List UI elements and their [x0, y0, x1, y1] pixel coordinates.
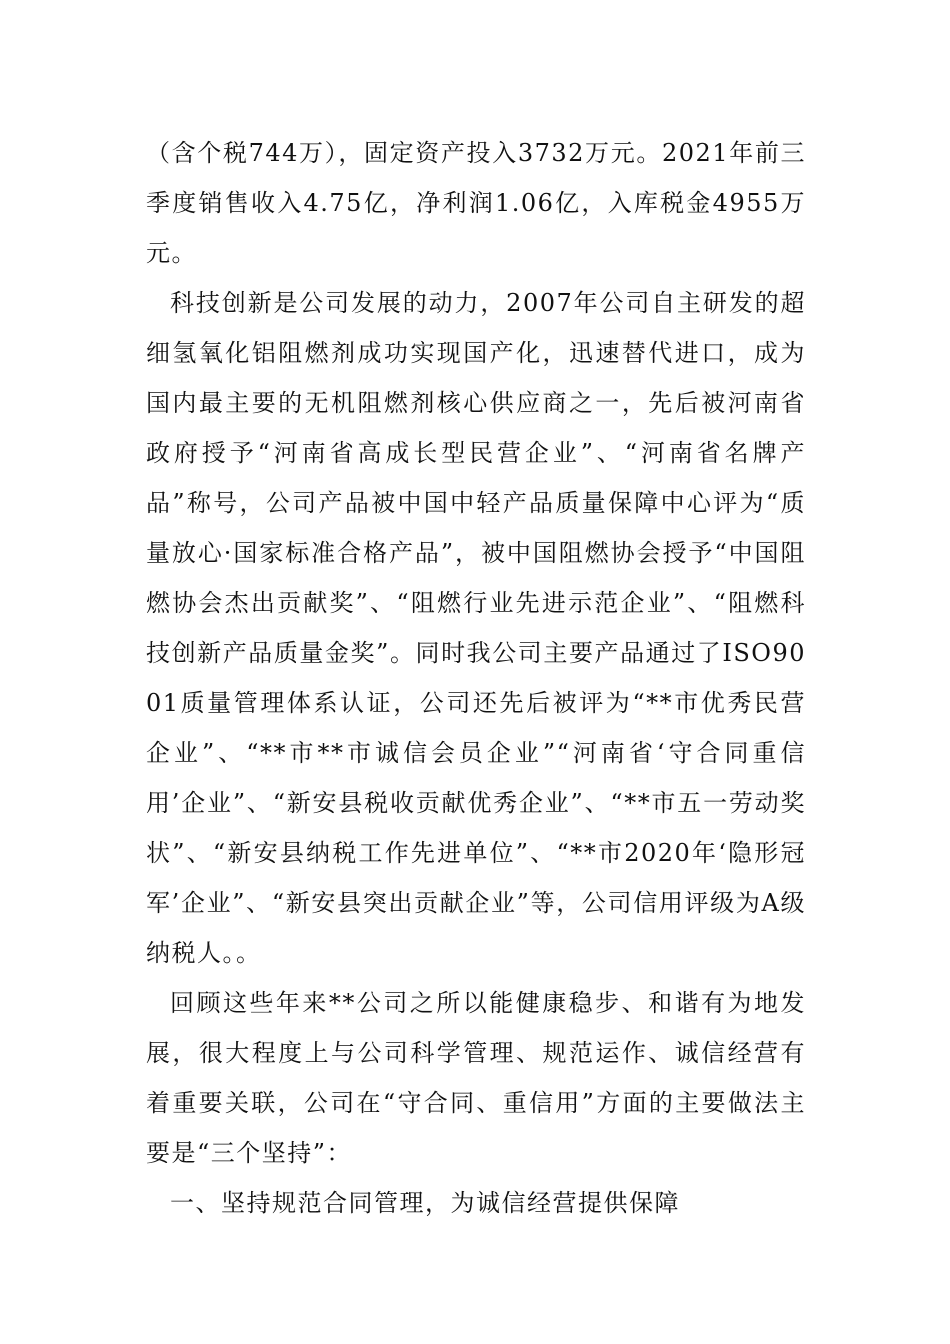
section-heading-1: 一、坚持规范合同管理，为诚信经营提供保障	[170, 1189, 680, 1217]
paragraph-financials: （含个税744万），固定资产投入3732万元。2021年前三季度销售收入4.75亿，净利润1.06亿，入库税金4955万元。	[146, 139, 806, 267]
paragraph-review: 回顾这些年来**公司之所以能健康稳步、和谐有为地发展，很大程度上与公司科学管理、规范运作、诚信经营有着重要关联，公司在“守合同、重信用”方面的主要做法主要是“三个坚持”：	[146, 989, 806, 1167]
paragraph-innovation: 科技创新是公司发展的动力，2007年公司自主研发的超细氢氧化铝阻燃剂成功实现国产化，迅速替代进口，成为国内最主要的无机阻燃剂核心供应商之一，先后被河南省政府授予“河南省高成长型民营企业”、“河南省名牌产品”称号，公司产品被中国中轻产品质量保障中心评为“质量放心·国家标准合格产品”，被中国阻燃协会授予“中国阻燃协会杰出贡献奖”、“阻燃行业先进示范企业”、“阻燃科技创新产品质量金奖”。同时我公司主要产品通过了ISO9001质量管理体系认证，公司还先后被评为“**市优秀民营企业”、“**市**市诚信会员企业”“河南省‘守合同重信用’企业”、“新安县税收贡献优秀企业”、“**市五一劳动奖状”、“新安县纳税工作先进单位”、“**市2020年‘隐形冠军’企业”、“新安县突出贡献企业”等，公司信用评级为A级纳税人。。	[146, 289, 806, 967]
document-page	[146, 128, 806, 1228]
